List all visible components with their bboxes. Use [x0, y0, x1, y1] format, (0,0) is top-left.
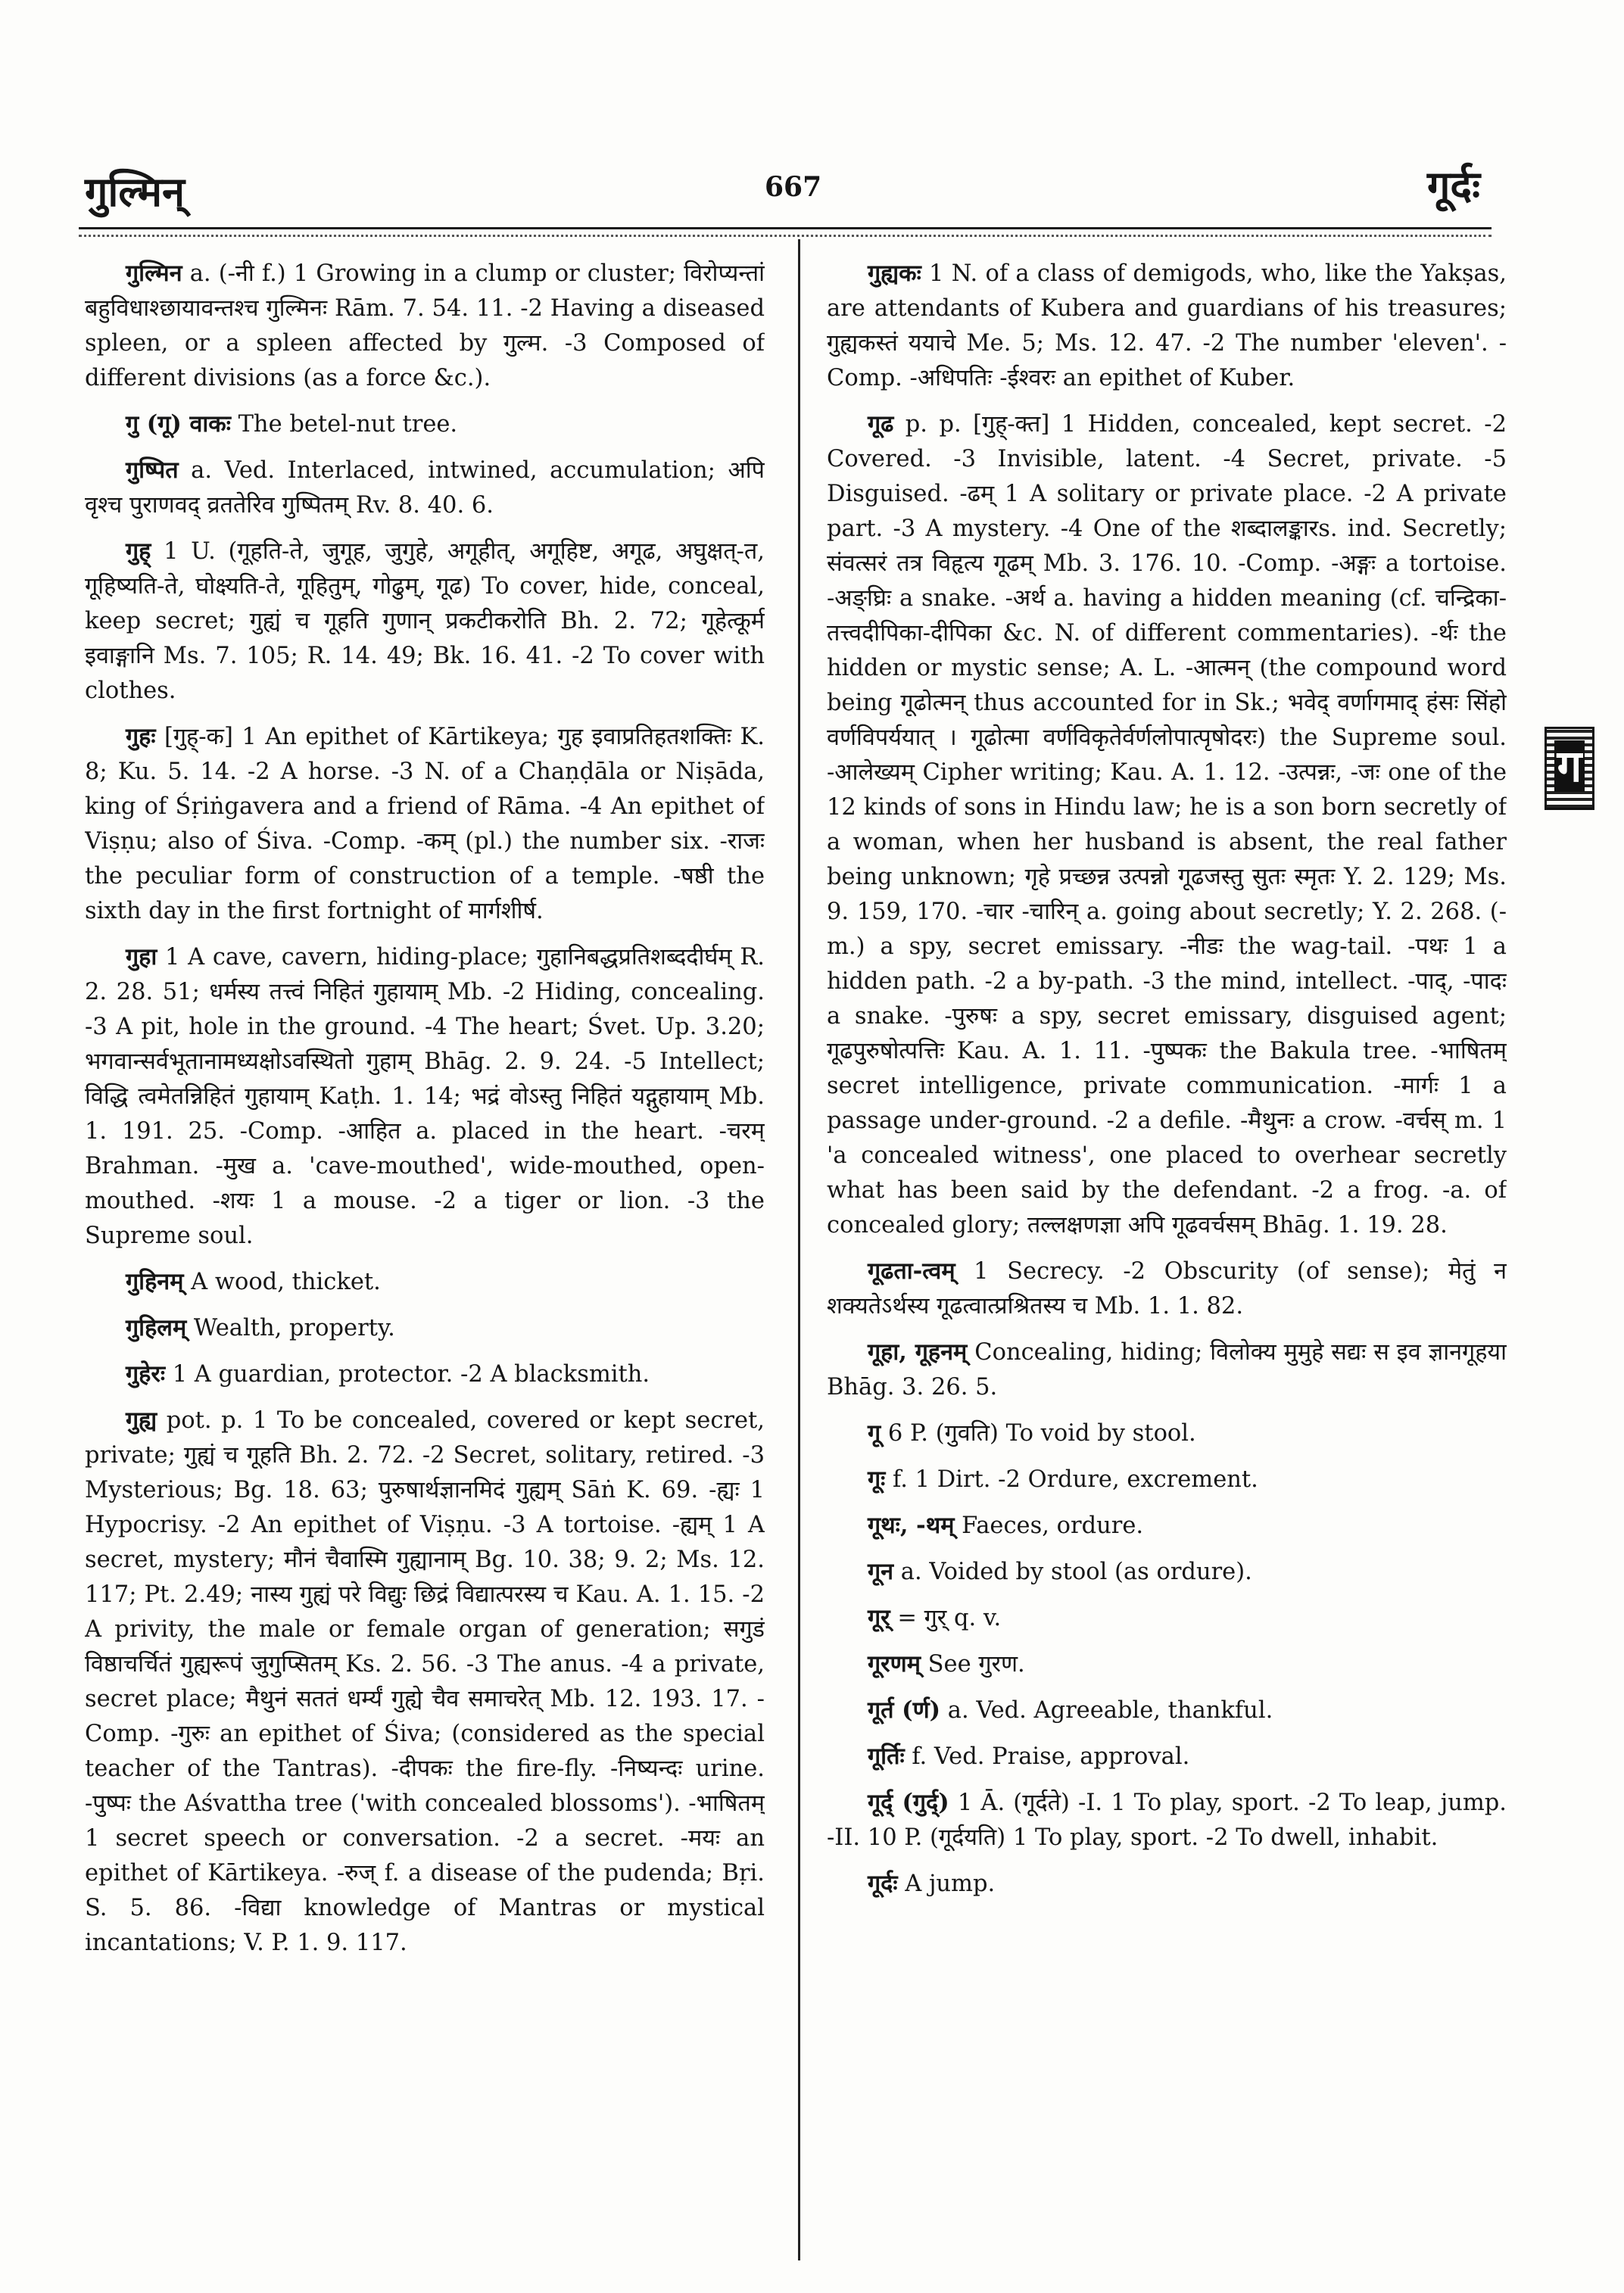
dictionary-entry — [827, 1508, 1507, 1544]
entry-headword: गुहिनम् — [126, 1268, 184, 1295]
entry-headword: गूढ — [868, 410, 894, 438]
header-rule — [79, 227, 1492, 229]
entry-definition: A jump. — [897, 1871, 996, 1897]
entry-definition: See गुरण. — [920, 1651, 1025, 1678]
entry-headword: गूहा, गूहनम् — [868, 1338, 968, 1366]
entry-headword: गूर्दः — [868, 1870, 898, 1897]
entry-definition: a. (-नी f.) 1 Growing in a clump or cluster; विरोप्यन्तां बहुविधाश्छायावन्तश्च गुल्मिनः Rām. 7. 54. 11. -2 Having a diseased spleen, or a spleen affected by गुल्म. -3 Composed of different divisions (as a force &c.). — [85, 260, 765, 391]
dictionary-entry — [827, 1647, 1507, 1682]
entry-headword: गुह् — [126, 537, 151, 565]
dictionary-entry — [827, 1254, 1507, 1324]
header-left-guideword: गुल्मिन् — [85, 167, 185, 216]
entry-definition: 1 U. (गूहति-ते, जुगूह, जुगुहे, अगूहीत्, अगूहिष्ट, अगूढ, अघुक्षत्-त, गूहिष्यति-ते, घोक्ष्यति-ते, गूहितुम्, गोढुम्, गूढ) To cover, hide, conceal, keep secret; गुह्यं च गूहति गुणान् प्रकटीकरोति Bh. 2. 72; गूहेत्कूर्म इवाङ्गानि Ms. 7. 105; R. 14. 49; Bk. 16. 41. -2 To cover with clothes. — [85, 538, 765, 704]
right-column — [827, 256, 1507, 2224]
dictionary-entry — [827, 1785, 1507, 1855]
entry-definition: pot. p. 1 To be concealed, covered or kept secret, private; गुह्यं च गूहति Bh. 2. 72. -2 Secret, solitary, retired. -3 Mysterious; Bg. 18. 63; पुरुषार्थज्ञानमिदं गुह्यम् Sāṅ K. 69. -ह्यः 1 Hypocrisy. -2 An epithet of Viṣṇu. -3 A tortoise. -ह्यम् 1 A secret, mystery; मौनं चैवास्मि गुह्यानाम् Bg. 10. 38; 9. 2; Ms. 12. 117; Pt. 2.49; नास्य गुह्यं परे विद्युः छिद्रं विद्यात्परस्य च Kau. A. 1. 15. -2 A privity, the male or female organ of generation; सगुडं विष्ठाचर्चितं गुह्यरूपं जुगुप्सितम् Ks. 2. 56. -3 The anus. -4 a private, secret place; मैथुनं सततं धर्म्यं गुह्ये चैव समाचरेत् Mb. 12. 193. 17. -Comp. -गुरुः an epithet of Śiva; (considered as the special teacher of the Tantras). -दीपकः the fire-fly. -निष्यन्दः urine. -पुष्पः the Aśvattha tree ('with concealed blossoms'). -भाषितम् 1 secret speech or conversation. -2 a secret. -मयः an epithet of Kārtikeya. -रुज् f. a disease of the pudenda; Bṛi. S. 5. 86. -विद्या knowledge of Mantras or mystical incantations; V. P. 1. 9. 117. — [85, 1407, 765, 1956]
entry-headword: गूर्तिः — [868, 1743, 905, 1770]
dictionary-entry — [827, 1554, 1507, 1590]
entry-definition: a. Ved. Interlaced, intwined, accumulation; अपि वृश्च पुराणवद् व्रततेरिव गुष्पितम् Rv. 8. 40. 6. — [85, 457, 765, 519]
entry-definition: a. Ved. Agreeable, thankful. — [940, 1697, 1273, 1724]
entry-headword: गूरणम् — [868, 1650, 921, 1678]
entry-headword: गूढता-त्वम् — [868, 1257, 955, 1285]
entry-headword: गूर् — [868, 1604, 890, 1631]
entry-definition: f. Ved. Praise, approval. — [904, 1743, 1190, 1770]
entry-definition: A wood, thicket. — [183, 1269, 381, 1295]
dictionary-entry — [827, 1693, 1507, 1728]
dictionary-entry — [827, 1335, 1507, 1405]
dictionary-entry — [85, 1264, 765, 1300]
entry-definition: f. 1 Dirt. -2 Ordure, excrement. — [885, 1466, 1258, 1493]
entry-headword: गुहा — [126, 943, 157, 970]
dictionary-entry — [85, 939, 765, 1254]
entry-headword: गूर्त (र्ण) — [868, 1696, 941, 1724]
entry-definition: 1 A cave, cavern, hiding-place; गुहानिबद्धप्रतिशब्ददीर्घम् R. 2. 28. 51; धर्मस्य तत्त्वं निहितं गुहायाम् Mb. -2 Hiding, concealing. -3 A pit, hole in the ground. -4 The heart; Śvet. Up. 3.20; भगवान्सर्वभूतानामध्यक्षोऽवस्थितो गुहाम् Bhāg. 2. 9. 24. -5 Intellect; विद्धि त्वमेतन्निहितं गुहायाम् Kaṭh. 1. 14; भद्रं वोऽस्तु निहितं यद्गुहायाम् Mb. 1. 191. 25. -Comp. -आहित a. placed in the heart. -चरम् Brahman. -मुख a. 'cave-mouthed', wide-mouthed, open-mouthed. -शयः 1 a mouse. -2 a tiger or lion. -3 the Supreme soul. — [85, 944, 765, 1249]
entry-definition: Faeces, ordure. — [954, 1513, 1144, 1539]
entry-definition: = गुर् q. v. — [890, 1605, 1002, 1631]
entry-definition: a. Voided by stool (as ordure). — [893, 1559, 1252, 1585]
dictionary-entry — [85, 407, 765, 442]
entry-headword: गूथः, -थम् — [868, 1512, 955, 1539]
entry-definition: Wealth, property. — [186, 1315, 395, 1341]
entry-definition: [गुह्-क] 1 An epithet of Kārtikeya; गुह इवाप्रतिहतशक्तिः K. 8; Ku. 5. 14. -2 A horse. -3 N. of a Chaṇḍāla or Niṣāda, king of Śṛiṅgavera and a friend of Rāma. -4 An epithet of Viṣṇu; also of Śiva. -Comp. -कम् (pl.) the number six. -राजः the peculiar form of construction of a temple. -षष्ठी the sixth day in the first fortnight of मार्गशीर्ष. — [85, 724, 765, 924]
dictionary-entry — [85, 1403, 765, 1961]
dictionary-entry — [85, 1310, 765, 1346]
entry-definition: 1 A guardian, protector. -2 A blacksmith. — [165, 1361, 650, 1388]
entry-headword: गूः — [868, 1466, 886, 1493]
entry-definition: Concealing, hiding; विलोक्य मुमुहे सद्यः स इव ज्ञानगूहया Bhāg. 3. 26. 5. — [827, 1339, 1507, 1400]
dictionary-entry — [85, 453, 765, 523]
entry-headword: गु (गू) वाकः — [126, 410, 231, 438]
dictionary-entry — [827, 1866, 1507, 1902]
entry-headword: गुहेरः — [126, 1360, 166, 1388]
entry-headword: गुष्पित — [126, 456, 179, 484]
header-dotted-rule — [79, 235, 1492, 237]
entry-definition: 1 Secrecy. -2 Obscurity (of sense); मेतुं न शक्यतेऽर्थस्य गूढत्वात्प्रश्रितस्य च Mb. 1. 1. 82. — [827, 1258, 1507, 1319]
left-column — [85, 256, 765, 2224]
entry-headword: गुह्यकः — [868, 260, 921, 287]
dictionary-entry — [827, 1739, 1507, 1774]
entry-headword: गुहिलम् — [126, 1314, 187, 1341]
header-right-guideword: गूर्दः — [1427, 161, 1480, 210]
dictionary-entry — [85, 1357, 765, 1392]
dictionary-entry — [827, 407, 1507, 1243]
entry-definition: 1 Ā. (गूर्दते) -I. 1 To play, sport. -2 To leap, jump. -II. 10 P. (गूर्दयति) 1 To play, sport. -2 To dwell, inhabit. — [827, 1790, 1507, 1851]
letter-thumb-tab: ग — [1545, 727, 1594, 810]
entry-headword: गुहः — [126, 723, 156, 750]
dictionary-entry — [827, 256, 1507, 396]
entry-headword: गूर्द् (गुर्द्) — [868, 1789, 949, 1816]
entry-definition: p. p. [गुह्-क्त] 1 Hidden, concealed, kept secret. -2 Covered. -3 Invisible, latent. -4 Secret, private. -5 Disguised. -ढम् 1 A solitary or private place. -2 A private part. -3 A mystery. -4 One of the शब्दालङ्कारs. ind. Secretly; संवत्सरं तत्र विहृत्य गूढम् Mb. 3. 176. 10. -Comp. -अङ्गः a tortoise. -अङ्घ्रिः a snake. -अर्थ a. having a hidden meaning (cf. चन्द्रिका-तत्त्वदीपिका-दीपिका &c. N. of different commentaries). -र्थः the hidden or mystic sense; A. L. -आत्मन् (the compound word being गूढोत्मन् thus accounted for in Sk.; भवेद् वर्णागमाद् हंसः सिंहो वर्णविपर्ययात् । गूढोत्मा वर्णविकृतेर्वर्णलोपात्पृषोदरः) the Supreme soul. -आलेख्यम् Cipher writing; Kau. A. 1. 12. -उत्पन्नः, -जः one of the 12 kinds of sons in Hindu law; he is a son born secretly of a woman, when her husband is absent, the real father being unknown; गृहे प्रच्छन्न उत्पन्नो गूढजस्तु सुतः स्मृतः Y. 2. 129; Ms. 9. 159, 170. -चार -चारिन् a. going about secretly; Y. 2. 268. (-m.) a spy, secret emissary. -नीडः the wag-tail. -पथः 1 a hidden path. -2 a by-path. -3 the mind, intellect. -पाद्, -पादः a snake. -पुरुषः a spy, secret emissary, disguised agent; गूढपुरुषोत्पत्तिः Kau. A. 1. 11. -पुष्पकः the Bakula tree. -भाषितम् secret intelligence, private communication. -मार्गः 1 a passage under-ground. -2 a defile. -मैथुनः a crow. -वर्चस् m. 1 'a concealed witness', one placed to overhear secretly what has been said by the defendant. -2 a frog. -a. of concealed glory; तल्लक्षणज्ञा अपि गूढवर्चसम् Bhāg. 1. 19. 28. — [827, 411, 1507, 1238]
entry-headword: गुल्मिन — [126, 260, 182, 287]
dictionary-entry — [85, 534, 765, 709]
entry-headword: गू — [868, 1419, 881, 1447]
dictionary-entry — [827, 1462, 1507, 1497]
entry-headword: गुह्य — [126, 1407, 157, 1434]
dictionary-entry — [85, 256, 765, 396]
entry-definition: 1 N. of a class of demigods, who, like the Yakṣas, are attendants of Kubera and guardians of his treasures; गुह्यकस्तं ययाचे Me. 5; Ms. 12. 47. -2 The number 'eleven'. -Comp. -अधिपतिः -ईश्वरः an epithet of Kuber. — [827, 260, 1507, 391]
entry-definition: 6 P. (गुवति) To void by stool. — [881, 1420, 1196, 1447]
column-divider — [798, 239, 800, 2260]
entry-headword: गून — [868, 1558, 894, 1585]
dictionary-entry — [827, 1416, 1507, 1451]
page-number: 667 — [765, 171, 822, 203]
dictionary-entry — [827, 1600, 1507, 1636]
dictionary-entry — [85, 719, 765, 929]
entry-definition: The betel-nut tree. — [230, 411, 458, 438]
